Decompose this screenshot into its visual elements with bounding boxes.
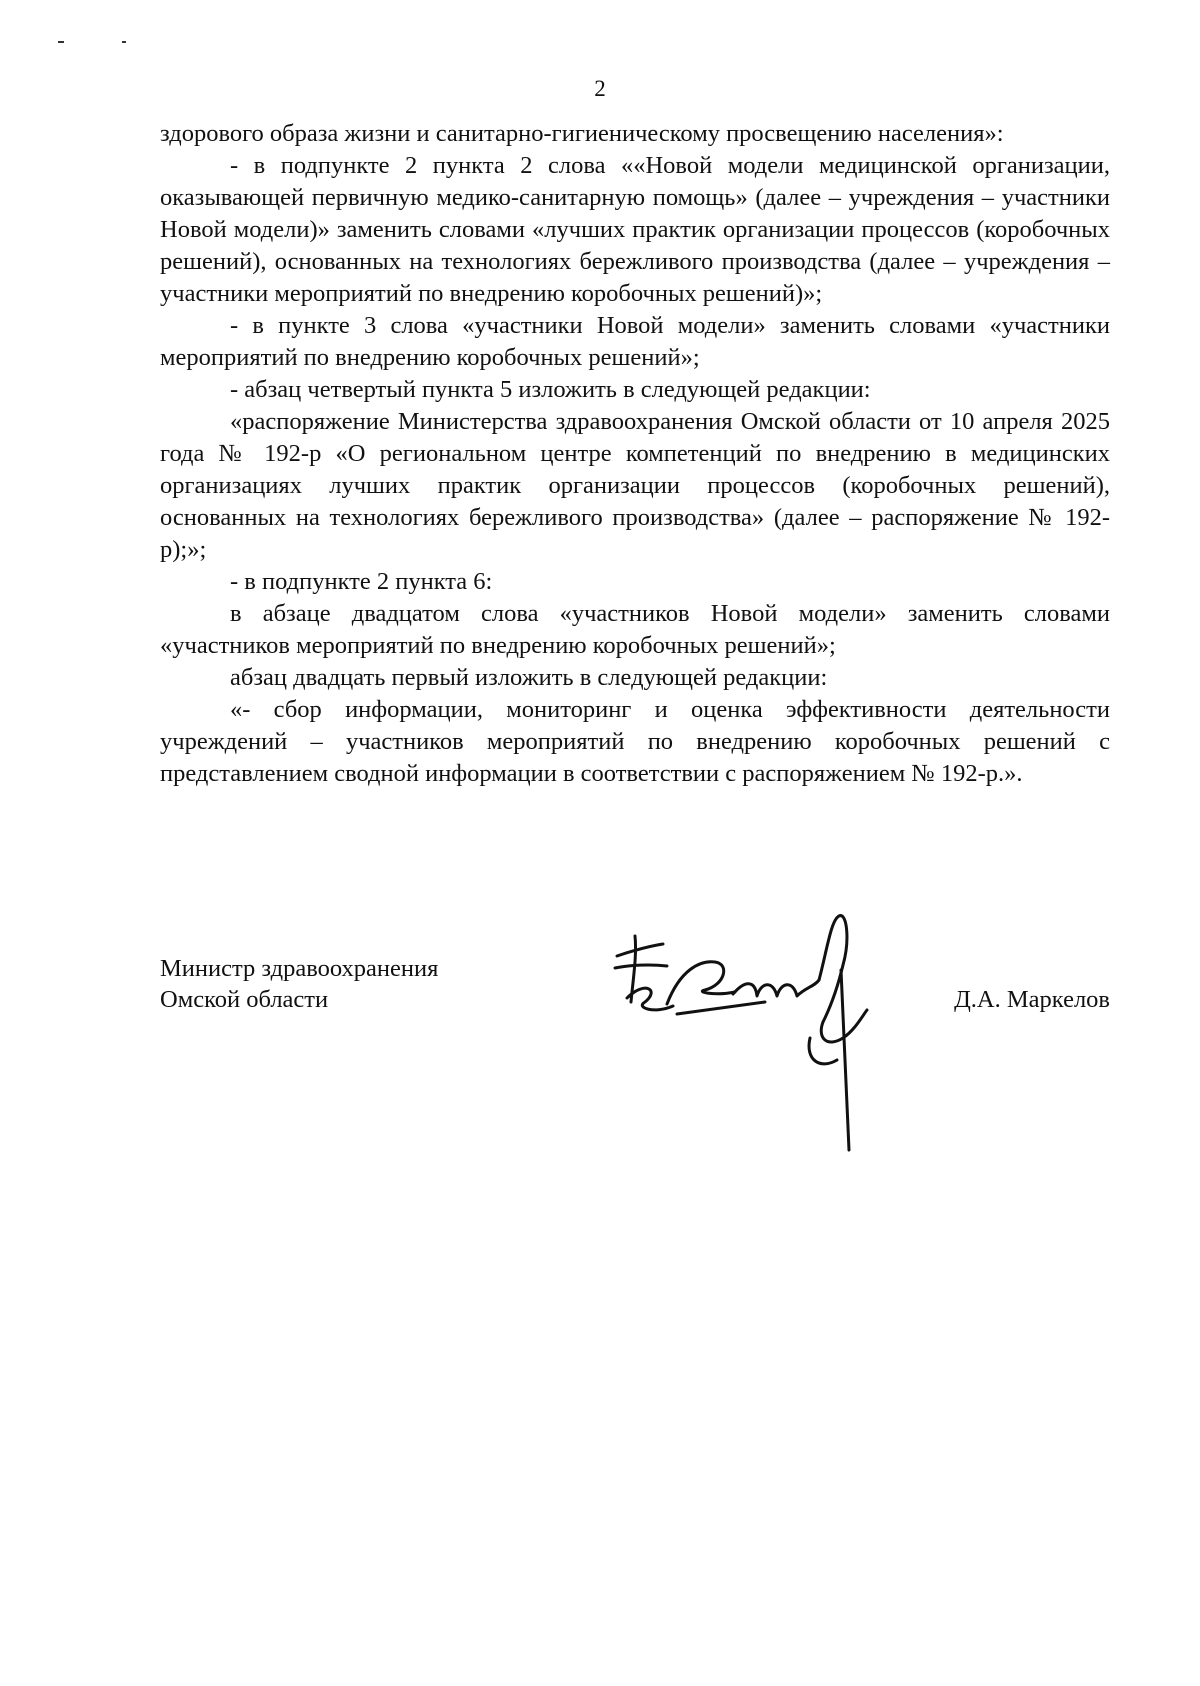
signer-name: Д.А. Маркелов <box>954 986 1110 1013</box>
handwritten-signature <box>605 910 935 1155</box>
signer-title-line-1: Министр здравоохранения <box>160 955 439 982</box>
scan-speck <box>122 41 126 43</box>
document-body <box>160 118 1110 790</box>
paragraph-8: абзац двадцать первый изложить в следующей редакции: <box>230 664 828 691</box>
paragraph-7: в абзаце двадцатом слова «участников Новой модели» заменить словами «участников мероприятий по внедрению коробочных решений»; <box>160 600 1110 659</box>
page-number: 2 <box>594 76 606 101</box>
paragraph-4: - абзац четвертый пункта 5 изложить в следующей редакции: <box>230 376 871 403</box>
paragraph-2: - в подпункте 2 пункта 2 слова ««Новой модели медицинской организации, оказывающей первичную медико-санитарную помощь» (далее – учреждения – участники Новой модели)» заменить словами «лучших практик организации процессов (коробочных решений), основанных на технологиях бережливого производства (далее – учреждения – участники мероприятий по внедрению коробочных решений)»; <box>160 152 1110 307</box>
scan-speck <box>58 41 64 43</box>
paragraph-3: - в пункте 3 слова «участники Новой модели» заменить словами «участники мероприятий по внедрению коробочных решений»; <box>160 312 1110 371</box>
paragraph-5: «распоряжение Министерства здравоохранения Омской области от 10 апреля 2025 года № 192-р «О региональном центре компетенций по внедрению в медицинских организациях лучших практик организации процессов (коробочных решений), основанных на технологиях бережливого производства» (далее – распоряжение № 192-р);»; <box>160 408 1110 563</box>
signer-title-line-2: Омской области <box>160 986 329 1013</box>
paragraph-6: - в подпункте 2 пункта 6: <box>230 568 493 595</box>
paragraph-9: «- сбор информации, мониторинг и оценка эффективности деятельности учреждений – участников мероприятий по внедрению коробочных решений с представлением сводной информации в соответствии с распоряжением № 192-р.». <box>160 696 1110 787</box>
signer-title <box>160 953 438 1015</box>
paragraph-1: здорового образа жизни и санитарно-гигиеническому просвещению населения»: <box>160 120 1004 147</box>
